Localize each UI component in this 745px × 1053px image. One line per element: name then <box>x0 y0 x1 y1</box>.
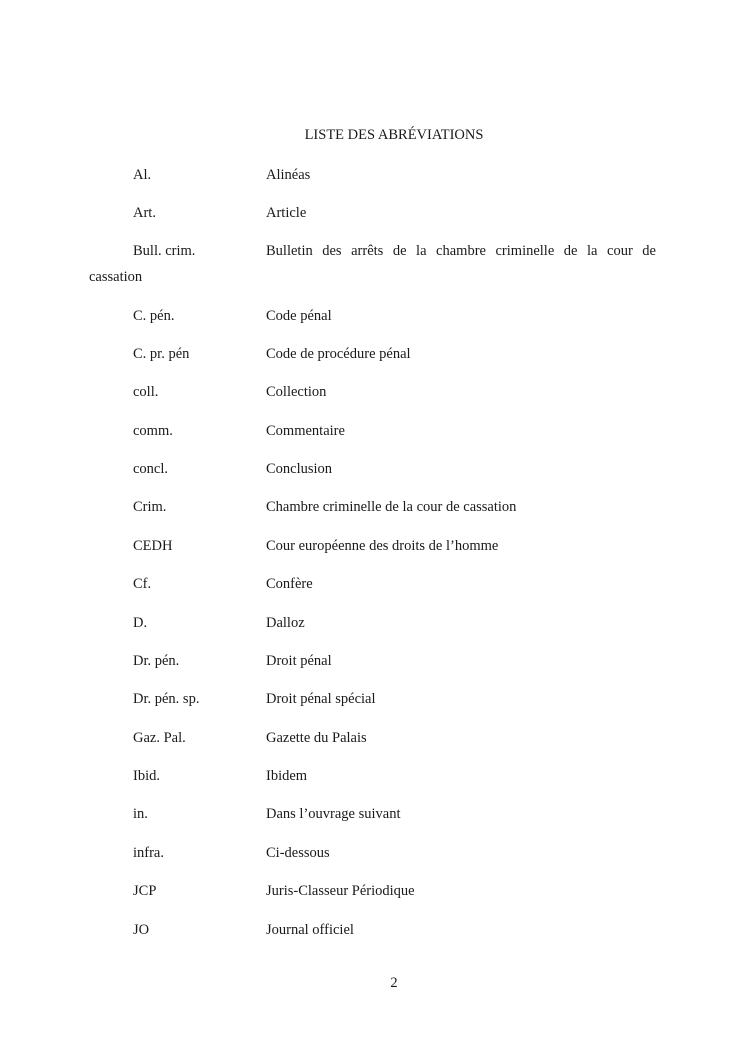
abbreviation: comm. <box>133 423 173 439</box>
abbreviation-meaning: Dalloz <box>266 615 305 631</box>
abbreviation-meaning: Conclusion <box>266 461 333 477</box>
abbreviation: C. pén. <box>133 308 175 324</box>
abbreviation: Art. <box>133 205 156 221</box>
abbreviation-meaning: Gazette du Palais <box>266 730 367 746</box>
abbreviation-meaning: Alinéas <box>266 167 311 183</box>
page-number: 2 <box>390 975 398 991</box>
abbreviation-meaning: Cour européenne des droits de l’homme <box>266 538 499 554</box>
abbreviation: JCP <box>133 883 157 899</box>
abbreviation-meaning: Juris-Classeur Périodique <box>266 883 415 899</box>
abbreviation: in. <box>133 806 148 822</box>
abbreviation-meaning: Ibidem <box>266 768 308 784</box>
abbreviation-meaning: Droit pénal <box>266 653 332 669</box>
abbreviation-meaning: Collection <box>266 384 327 400</box>
abbreviation: Al. <box>133 167 152 183</box>
abbreviation-meaning: Commentaire <box>266 423 345 439</box>
abbreviation: concl. <box>133 461 169 477</box>
abbreviation-meaning: Code de procédure pénal <box>266 346 411 362</box>
abbreviation-meaning: Chambre criminelle de la cour de cassation <box>266 499 517 515</box>
abbreviation: Gaz. Pal. <box>133 730 186 746</box>
page-title: LISTE DES ABRÉVIATIONS <box>304 127 484 143</box>
abbreviation: Cf. <box>133 576 152 592</box>
abbreviation-meaning: Dans l’ouvrage suivant <box>266 806 401 822</box>
abbreviation-meaning-continuation: cassation <box>89 269 143 285</box>
abbreviation: Dr. pén. <box>133 653 180 669</box>
abbreviation-meaning: Journal officiel <box>266 922 354 938</box>
abbreviation-meaning: Article <box>266 205 307 221</box>
abbreviation: Crim. <box>133 499 167 515</box>
abbreviation: coll. <box>133 384 159 400</box>
abbreviation-meaning: Bulletin des arrêts de la chambre criminelle de la cour de <box>266 243 656 259</box>
abbreviation: D. <box>133 615 148 631</box>
abbreviation: C. pr. pén <box>133 346 190 362</box>
abbreviation: Ibid. <box>133 768 160 784</box>
abbreviation: CEDH <box>133 538 173 554</box>
abbreviation-meaning: Confère <box>266 576 313 592</box>
abbreviation-meaning: Ci-dessous <box>266 845 330 861</box>
abbreviation: JO <box>133 922 150 938</box>
abbreviation-meaning: Droit pénal spécial <box>266 691 376 707</box>
abbreviation: Dr. pén. sp. <box>133 691 200 707</box>
abbreviation: infra. <box>133 845 164 861</box>
abbreviation-meaning: Code pénal <box>266 308 332 324</box>
abbreviation: Bull. crim. <box>133 243 196 259</box>
